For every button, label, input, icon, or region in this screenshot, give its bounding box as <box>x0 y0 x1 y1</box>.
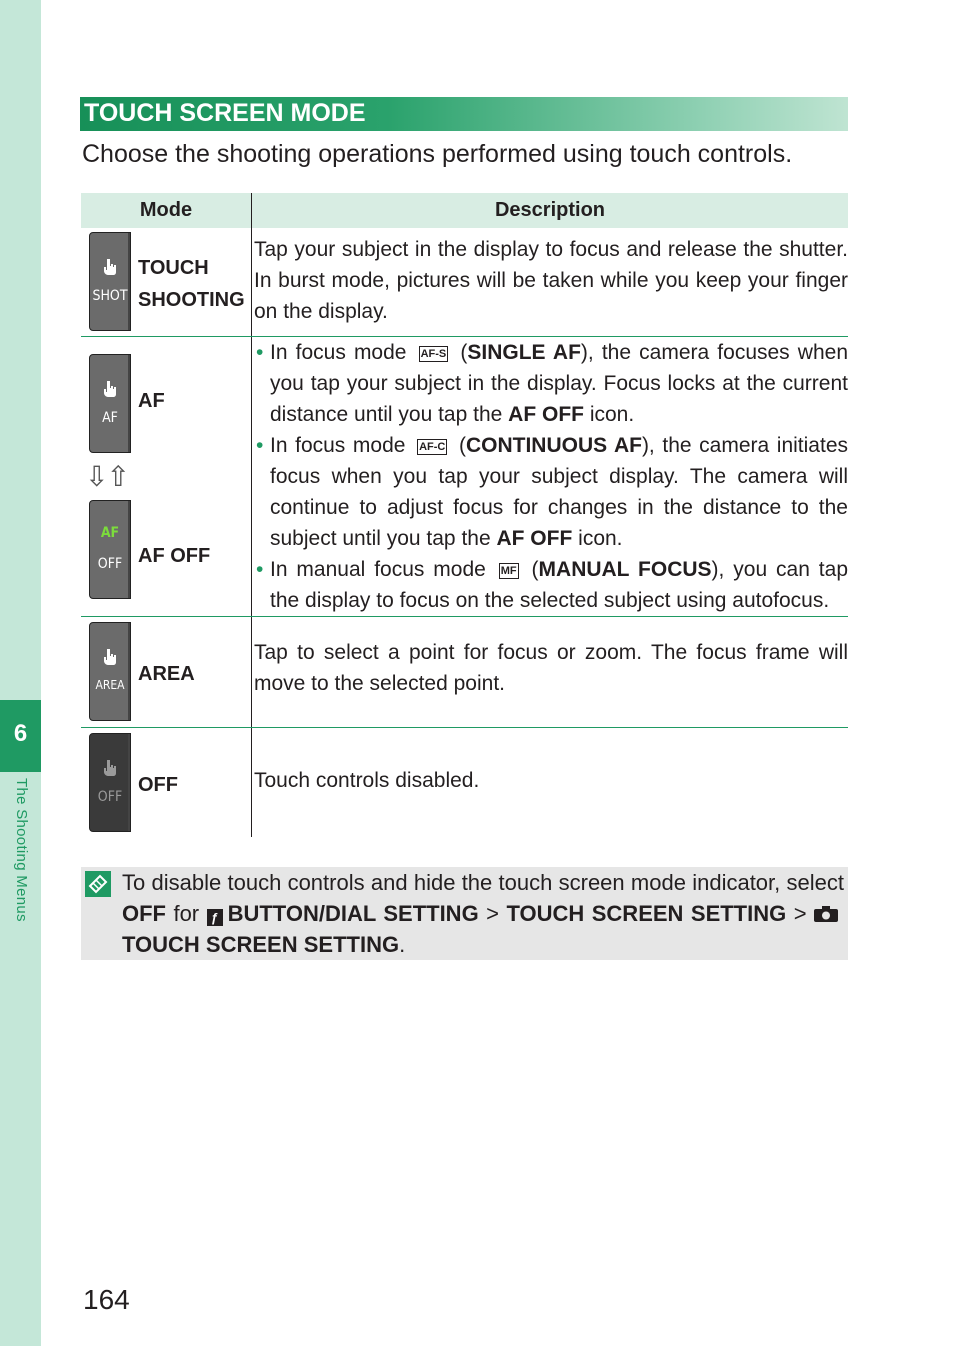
description-cell <box>252 337 849 617</box>
description-cell <box>252 617 849 728</box>
icon-label: AF <box>102 410 118 426</box>
mode-name: AREA <box>138 663 195 685</box>
touch-off-icon <box>89 733 131 832</box>
icon-label: OFF <box>97 789 123 805</box>
table-row <box>81 728 848 838</box>
description-cell <box>252 728 849 838</box>
touch-shooting-icon <box>89 232 131 331</box>
table-row <box>81 617 848 728</box>
table-header-row <box>81 193 848 228</box>
touch-af-off-icon <box>89 500 131 599</box>
chapter-title: The Shooting Menus <box>13 778 30 922</box>
description-text: Tap your subject in the display to focus and release the shutter. In burst mode, pictures will be taken while you keep your finger on the display. <box>254 238 848 323</box>
hand-icon <box>103 760 117 776</box>
mode-name: OFF <box>138 774 178 796</box>
af-c-icon: AF-C <box>419 441 446 453</box>
camera-icon <box>814 899 838 915</box>
note-icon <box>84 870 112 898</box>
description-text: Tap to select a point for focus or zoom. The focus frame will move to the selected point. <box>254 641 848 695</box>
description-cell <box>252 228 849 337</box>
section-title: TOUCH SCREEN MODE <box>84 99 366 127</box>
function-button-icon: ƒ <box>207 909 223 926</box>
mode-cell <box>81 228 252 337</box>
mode-name-line: TOUCH <box>138 257 209 279</box>
touch-af-icon <box>89 354 131 453</box>
side-strip <box>0 0 41 1346</box>
mode-name-af-off: AF OFF <box>138 545 211 567</box>
mf-icon: MF <box>500 565 517 577</box>
touch-area-icon <box>89 622 131 721</box>
mode-cell <box>81 728 252 838</box>
note-box <box>81 867 848 960</box>
chapter-number: 6 <box>13 720 28 747</box>
mode-cell <box>81 337 252 617</box>
af-s-icon: AF-S <box>420 348 447 360</box>
table-row <box>81 337 848 617</box>
mode-name-af: AF <box>138 390 165 412</box>
icon-label: SHOT <box>92 288 128 304</box>
mode-name-line: SHOOTING <box>138 289 245 311</box>
page-number: 164 <box>83 1284 130 1315</box>
list-item: • In manual focus mode MF (MANUAL FOCUS), you can tap the display to focus on the selected subject using autofocus. <box>254 554 848 616</box>
icon-label: OFF <box>97 556 123 572</box>
table-row <box>81 228 848 337</box>
hand-icon <box>103 259 117 275</box>
header-description: Description <box>252 193 849 228</box>
toggle-arrows-icon: ⇩⇧ <box>85 461 128 492</box>
icon-label: AF <box>100 525 120 541</box>
icon-label: AREA <box>95 678 125 692</box>
description-text: Touch controls disabled. <box>254 769 480 792</box>
mode-table <box>81 193 848 837</box>
header-mode: Mode <box>81 193 252 228</box>
mode-cell <box>81 617 252 728</box>
description-list <box>252 337 848 616</box>
intro-text: Choose the shooting operations performed using touch controls. <box>82 140 793 168</box>
note-text: To disable touch controls and hide the touch screen mode indicator, select OFF for ƒ BUTTON/DIAL SETTING > TOUCH SCREEN SETTING > TOUCH SCREEN SETTING. <box>122 870 844 957</box>
section-header <box>80 97 848 131</box>
list-item: • In focus mode AF-C (CONTINUOUS AF), the camera initiates focus when you tap your subject display. The camera will continue to adjust focus for changes in the distance to the subject until you tap the AF OFF icon. <box>254 430 848 554</box>
mode-name <box>138 252 245 316</box>
hand-icon <box>103 381 117 397</box>
hand-icon <box>103 649 117 665</box>
list-item: • In focus mode AF-S (SINGLE AF), the camera focuses when you tap your subject in the display. Focus locks at the current distance until you tap the AF OFF icon. <box>254 337 848 430</box>
